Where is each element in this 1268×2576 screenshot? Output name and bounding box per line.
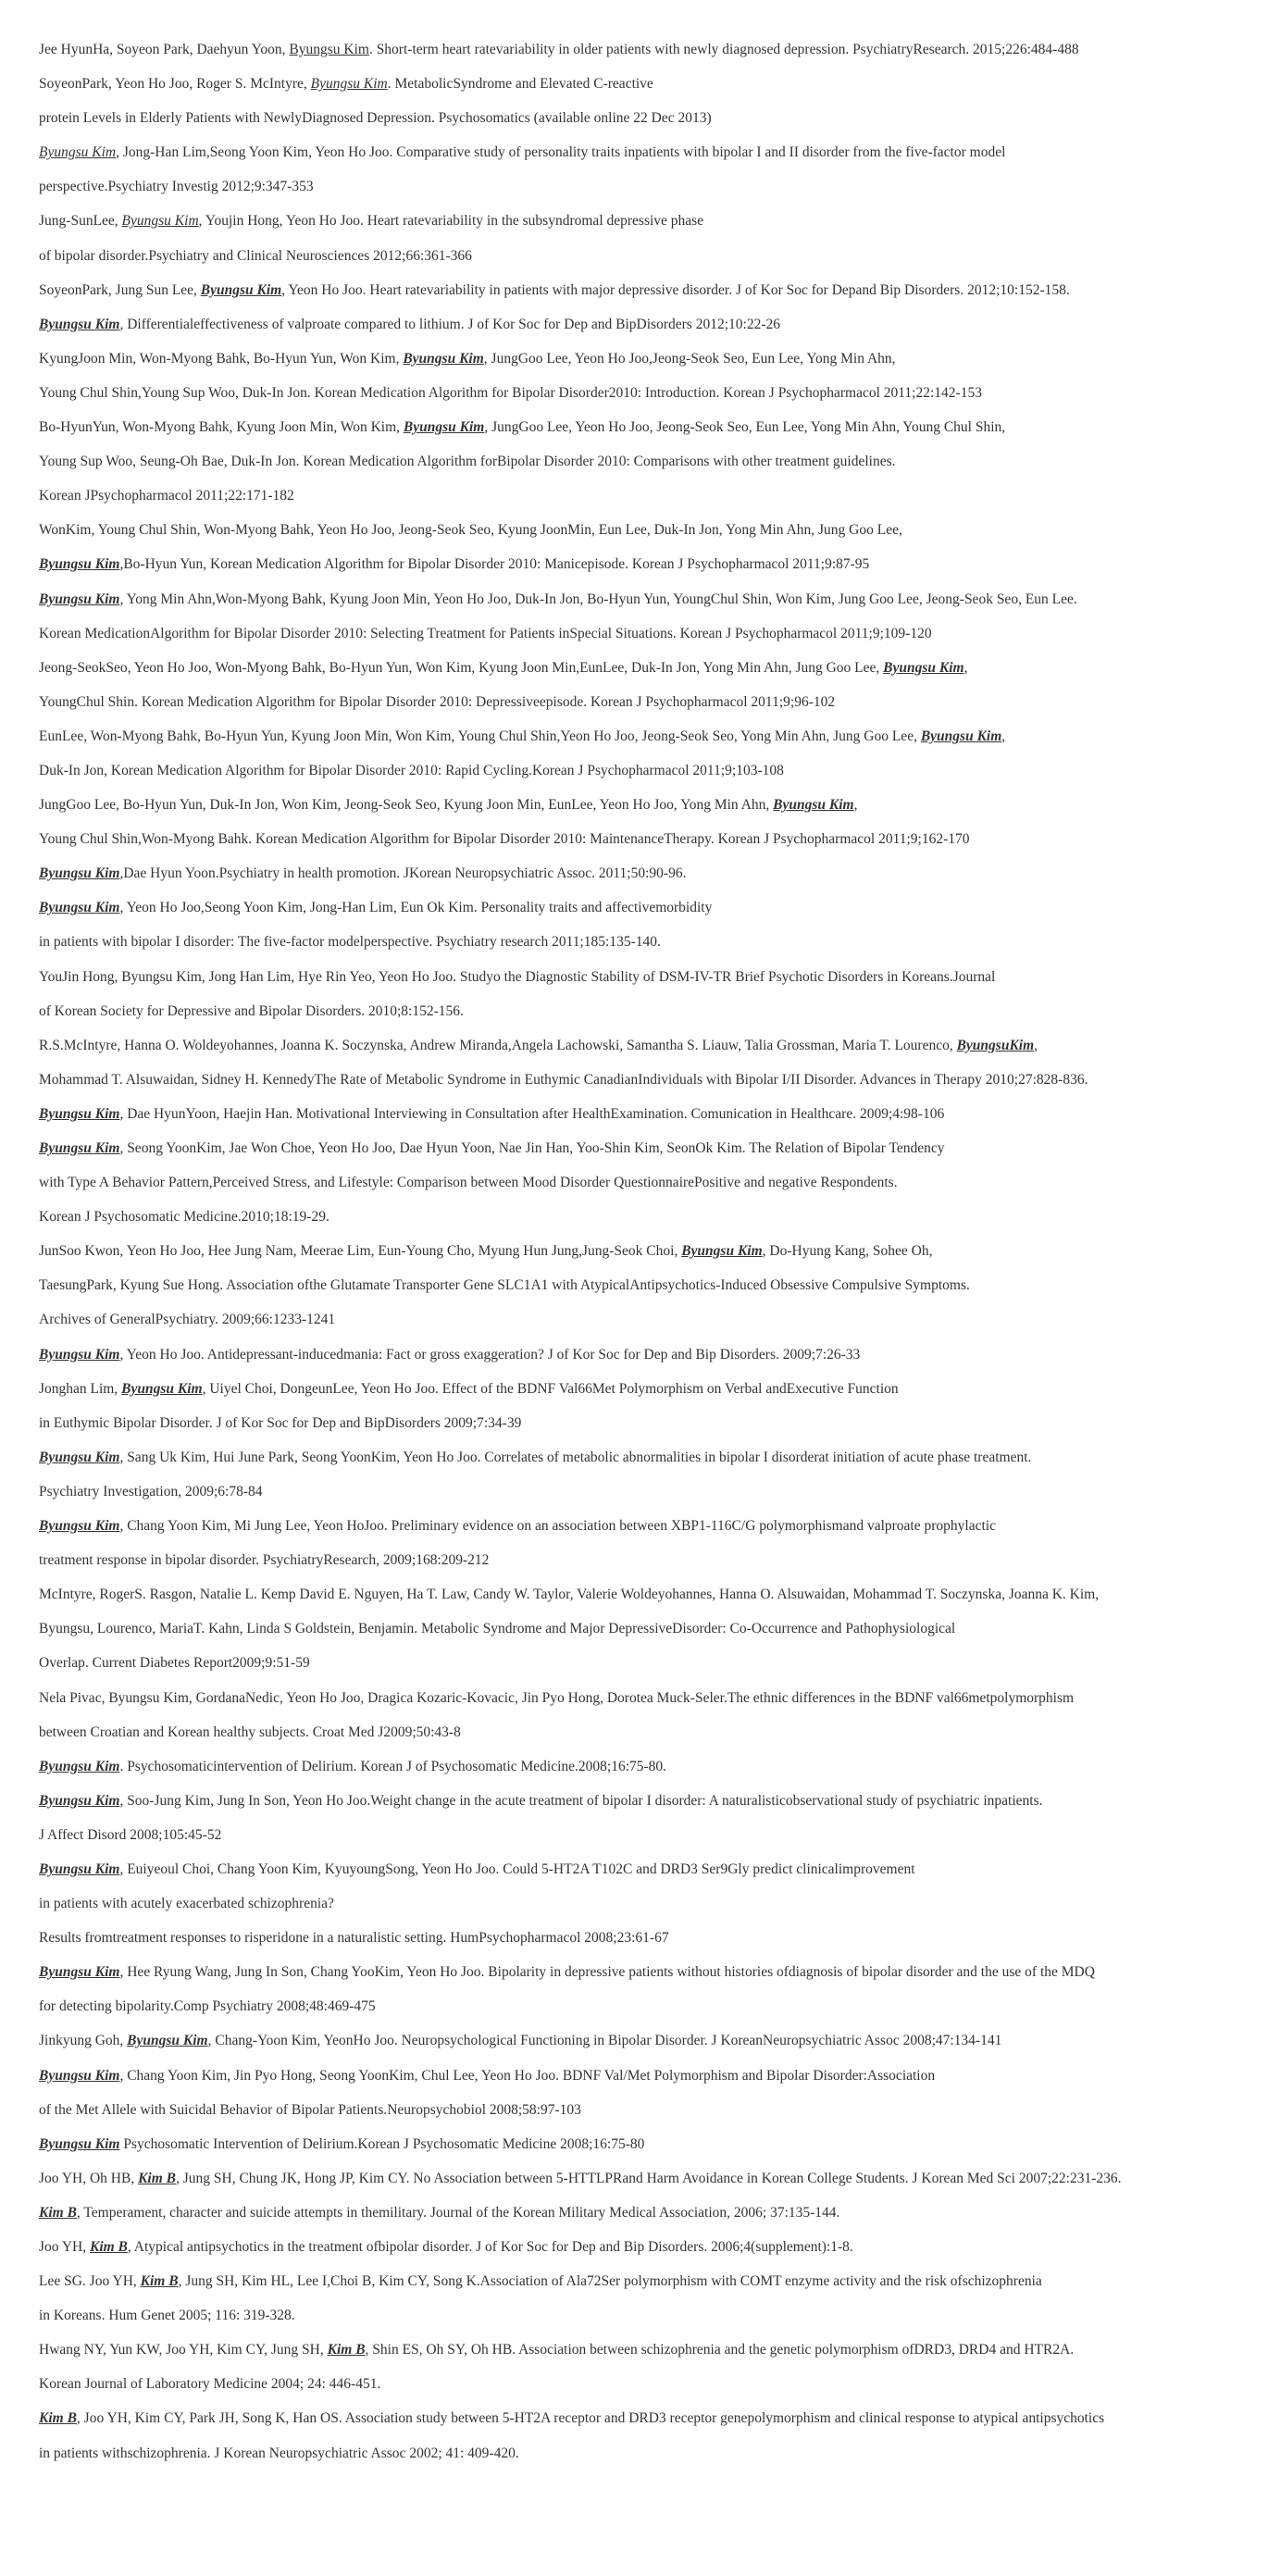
citation-text: , Chang-Yoon Kim, YeonHo Joo. Neuropsychological Functioning in Bipolar Disorder. J KoreanNeuropsychiatric Assoc 2008;47:134-141 — [207, 2033, 1002, 2049]
publication-line — [39, 1449, 1249, 1483]
publication-line — [39, 1208, 1249, 1242]
citation-text: of the Met Allele with Suicidal Behavior of Bipolar Patients.Neuropsychobiol 2008;58:97-103 — [39, 2101, 581, 2118]
citation-text: Jee HyunHa, Soyeon Park, Daehyun Yoon, — [39, 42, 290, 57]
citation-text: treatment response in bipolar disorder. PsychiatryResearch, 2009;168:209-212 — [39, 1552, 490, 1569]
citation-text: YoungChul Shin. Korean Medication Algorithm for Bipolar Disorder 2010: Depressiveepisode. Korean J Psychopharmacol 2011;9;96-102 — [39, 693, 836, 710]
citation-text: Korean Journal of Laboratory Medicine 2004; 24: 446-451. — [39, 2376, 381, 2393]
publication-line — [39, 968, 1249, 1002]
highlighted-author-name: Byungsu Kim — [920, 728, 1002, 744]
citation-text: ,Dae Hyun Yoon.Psychiatry in health promotion. JKorean Neuropsychiatric Assoc. 2011;50:90-96. — [119, 865, 687, 882]
highlighted-author-name: Byungsu Kim — [681, 1243, 763, 1260]
citation-text: Young Sup Woo, Seung-Oh Bae, Duk-In Jon. Korean Medication Algorithm forBipolar Disorder 2010: Comparisons with other treatment guidelines. — [39, 454, 896, 470]
citation-text: McIntyre, RogerS. Rasgon, Natalie L. Kemp David E. Nguyen, Ha T. Law, Candy W. Taylor, Valerie Woldeyohannes, Hanna O. Alsuwaidan, Mohammad T. Soczynska, Joanna K. Kim, — [39, 1587, 1100, 1603]
publication-line — [39, 1174, 1249, 1208]
highlighted-author-name: Byungsu Kim — [39, 900, 120, 916]
citation-text: , Yeon Ho Joo,Seong Yoon Kim, Jong-Han Lim, Eun Ok Kim. Personality traits and affectivemorbidity — [119, 900, 713, 916]
publication-line — [39, 212, 1249, 246]
publication-line — [39, 693, 1249, 728]
citation-text: JungGoo Lee, Bo-Hyun Yun, Duk-In Jon, Won Kim, Jeong-Seok Seo, Kyung Joon Min, EunLee, Yeon Ho Joo, Yong Min Ahn, — [39, 797, 774, 814]
publication-line — [39, 2341, 1249, 2375]
publication-line — [39, 1071, 1249, 1105]
citation-text: , Yong Min Ahn,Won-Myong Bahk, Kyung Joon Min, Yeon Ho Joo, Duk-In Jon, Bo-Hyun Yun, YoungChul Shin, Won Kim, Jung Goo Lee, Jeong-Seok Seo, Eun Lee. — [119, 591, 1077, 607]
highlighted-author-name: Byungsu Kim — [310, 76, 388, 93]
citation-text: with Type A Behavior Pattern,Perceived Stress, and Lifestyle: Comparison between Mood Disorder QuestionnairePositive and negative Respondents. — [39, 1175, 898, 1191]
citation-text: Nela Pivac, Byungsu Kim, GordanaNedic, Yeon Ho Joo, Dragica Kozaric-Kovacic, Jin Pyo Hong, Dorotea Muck-Seler.The ethnic differences in the BDNF val66metpolymorphism — [39, 1689, 1075, 1706]
publication-line — [39, 178, 1249, 212]
publication-line — [39, 41, 1249, 75]
publication-line — [39, 1242, 1249, 1276]
citation-text: Jeong-SeokSeo, Yeon Ho Joo, Won-Myong Bahk, Bo-Hyun Yun, Won Kim, Kyung Joon Min,EunLee, Duk-In Jon, Yong Min Ahn, Jung Goo Lee, — [39, 659, 884, 676]
citation-text: SoyeonPark, Yeon Ho Joo, Roger S. McIntyre, — [39, 76, 311, 93]
publication-line — [39, 2135, 1249, 2170]
publication-line — [39, 109, 1249, 143]
publication-line — [39, 2067, 1249, 2101]
citation-text: , Jung SH, Kim HL, Lee I,Choi B, Kim CY, Song K.Association of Ala72Ser polymorphism with COMT enzyme activity and the risk ofschizophrenia — [178, 2273, 1042, 2290]
citation-text: WonKim, Young Chul Shin, Won-Myong Bahk, Yeon Ho Joo, Jeong-Seok Seo, Kyung JoonMin, Eun Lee, Duk-In Jon, Yong Min Ahn, Jung Goo Lee, — [39, 522, 902, 539]
publication-line — [39, 830, 1249, 865]
publication-line — [39, 899, 1249, 933]
highlighted-author-name: Byungsu Kim — [39, 1758, 120, 1774]
highlighted-author-name: Byungsu Kim — [121, 213, 199, 230]
citation-text: in Euthymic Bipolar Disorder. J of Kor Soc for Dep and BipDisorders 2009;7:34-39 — [39, 1414, 522, 1431]
citation-text: , JungGoo Lee, Yeon Ho Joo, Jeong-Seok Seo, Eun Lee, Yong Min Ahn, Young Chul Shin, — [484, 419, 1006, 436]
publication-line — [39, 1826, 1249, 1860]
publication-line — [39, 2375, 1249, 2409]
publication-line — [39, 2445, 1249, 2479]
highlighted-author-name: Kim B — [327, 2342, 366, 2358]
citation-text: KyungJoon Min, Won-Myong Bahk, Bo-Hyun Yun, Won Kim, — [39, 350, 404, 367]
publication-line — [39, 2238, 1249, 2272]
publication-line — [39, 2170, 1249, 2204]
highlighted-author-name: Byungsu Kim — [289, 42, 369, 57]
citation-text: , Euiyeoul Choi, Chang Yoon Kim, KyuyoungSong, Yeon Ho Joo. Could 5-HT2A T102C and DRD3 Ser9Gly predict clinicalimprovement — [119, 1860, 915, 1877]
citation-text: , Dae HyunYoon, Haejin Han. Motivational Interviewing in Consultation after HealthExamination. Comunication in Healthcare. 2009;4:98-106 — [119, 1105, 945, 1122]
highlighted-author-name: Byungsu Kim — [39, 865, 120, 882]
citation-text: Psychiatry Investigation, 2009;6:78-84 — [39, 1483, 263, 1500]
publication-line — [39, 2307, 1249, 2341]
citation-text: , — [1034, 1037, 1038, 1053]
highlighted-author-name: Byungsu Kim — [773, 797, 854, 814]
publication-line — [39, 453, 1249, 487]
publication-line — [39, 1929, 1249, 1963]
publication-line — [39, 1414, 1249, 1449]
highlighted-author-name: Byungsu Kim — [39, 1964, 120, 1981]
highlighted-author-name: Byungsu Kim — [39, 1449, 120, 1465]
citation-text: , Shin ES, Oh SY, Oh HB. Association between schizophrenia and the genetic polymorphism ofDRD3, DRD4 and HTR2A. — [365, 2342, 1075, 2358]
citation-text: , Soo-Jung Kim, Jung In Son, Yeon Ho Joo.Weight change in the acute treatment of bipolar I disorder: A naturalisticobservational study of psychiatric inpatients. — [119, 1792, 1043, 1809]
highlighted-author-name: Byungsu Kim — [39, 556, 120, 573]
publication-line — [39, 75, 1249, 109]
citation-text: Joo YH, Oh HB, — [39, 2170, 139, 2186]
highlighted-author-name: Kim B — [138, 2170, 176, 2186]
citation-text: for detecting bipolarity.Comp Psychiatry 2008;48:469-475 — [39, 1998, 376, 2015]
publication-line — [39, 865, 1249, 899]
citation-text: , Yeon Ho Joo. Heart ratevariability in patients with major depressive disorder. J of Kor Soc for Depand Bip Disorders. 2012;10:152-158. — [281, 281, 1070, 298]
highlighted-author-name: Byungsu Kim — [39, 1140, 120, 1156]
citation-text: J Affect Disord 2008;105:45-52 — [39, 1826, 222, 1843]
citation-text: , Jong-Han Lim,Seong Yoon Kim, Yeon Ho Joo. Comparative study of personality traits inpatients with bipolar I and II disorder from the five-factor model — [116, 144, 1006, 161]
publication-line — [39, 1483, 1249, 1517]
citation-text: Jung-SunLee, — [39, 213, 122, 230]
highlighted-author-name: Byungsu Kim — [39, 1792, 120, 1809]
publication-line — [39, 1276, 1249, 1311]
publication-line — [39, 1311, 1249, 1345]
citation-text: Duk-In Jon, Korean Medication Algorithm for Bipolar Disorder 2010: Rapid Cycling.Korean J Psychopharmacol 2011;9;103-108 — [39, 762, 784, 778]
citation-text: Mohammad T. Alsuwaidan, Sidney H. KennedyThe Rate of Metabolic Syndrome in Euthymic CanadianIndividuals with Bipolar I/II Disorder. Advances in Therapy 2010;27:828-836. — [39, 1071, 1088, 1088]
citation-text: Bo-HyunYun, Won-Myong Bahk, Kyung Joon Min, Won Kim, — [39, 419, 404, 436]
citation-text: , — [963, 659, 968, 676]
citation-text: Archives of GeneralPsychiatry. 2009;66:1233-1241 — [39, 1312, 336, 1328]
publication-line — [39, 933, 1249, 967]
highlighted-author-name: Byungsu Kim — [39, 1346, 120, 1363]
highlighted-author-name: Byungsu Kim — [121, 1380, 203, 1397]
publication-line — [39, 1860, 1249, 1895]
citation-text: ,Bo-Hyun Yun, Korean Medication Algorithm for Bipolar Disorder 2010: Manicepisode. Korean J Psychopharmacol 2011;9:87-95 — [119, 556, 870, 573]
citation-text: , Atypical antipsychotics in the treatment ofbipolar disorder. J of Kor Soc for Dep and Bip Disorders. 2006;4(supplement):1-8. — [127, 2239, 853, 2255]
highlighted-author-name: Kim B — [89, 2239, 128, 2255]
publication-line — [39, 2032, 1249, 2066]
highlighted-author-name: Byungsu Kim — [39, 1860, 120, 1877]
citation-text: , Youjin Hong, Yeon Ho Joo. Heart ratevariability in the subsyndromal depressive phase — [198, 213, 704, 230]
publication-line — [39, 1895, 1249, 1929]
highlighted-author-name: Kim B — [39, 2410, 77, 2427]
citation-text: of Korean Society for Depressive and Bipolar Disorders. 2010;8:152-156. — [39, 1002, 464, 1019]
publication-line — [39, 1105, 1249, 1139]
publication-line — [39, 796, 1249, 830]
publication-line — [39, 1792, 1249, 1826]
publication-line — [39, 1689, 1249, 1724]
publication-line — [39, 418, 1249, 453]
citation-text: Lee SG. Joo YH, — [39, 2273, 141, 2290]
highlighted-author-name: Byungsu Kim — [39, 1105, 120, 1122]
citation-text: , JungGoo Lee, Yeon Ho Joo,Jeong-Seok Seo, Eun Lee, Yong Min Ahn, — [483, 350, 896, 367]
citation-text: , Jung SH, Chung JK, Hong JP, Kim CY. No Association between 5-HTTLPRand Harm Avoidance in Korean College Students. J Korean Med Sci 2007;22:231-236. — [176, 2170, 1122, 2186]
citation-text: Jonghan Lim, — [39, 1380, 122, 1397]
citation-text: , Seong YoonKim, Jae Won Choe, Yeon Ho Joo, Dae Hyun Yoon, Nae Jin Han, Yoo-Shin Kim, SeonOk Kim. The Relation of Bipolar Tendency — [119, 1140, 945, 1156]
citation-text: , Chang Yoon Kim, Jin Pyo Hong, Seong YoonKim, Chul Lee, Yeon Ho Joo. BDNF Val/Met Polymorphism and Bipolar Disorder:Association — [119, 2067, 936, 2084]
citation-text: in Koreans. Hum Genet 2005; 116: 319-328. — [39, 2308, 295, 2324]
publication-line — [39, 555, 1249, 590]
publication-line — [39, 2272, 1249, 2307]
citation-text: Results fromtreatment responses to risperidone in a naturalistic setting. HumPsychopharmacol 2008;23:61-67 — [39, 1930, 669, 1947]
citation-text: , Temperament, character and suicide attempts in themilitary. Journal of the Korean Military Medical Association, 2006; 37:135-144. — [76, 2204, 840, 2221]
publication-line — [39, 1963, 1249, 1997]
publication-line — [39, 1724, 1249, 1758]
highlighted-author-name: Kim B — [39, 2204, 77, 2221]
publication-line — [39, 1758, 1249, 1792]
publication-line — [39, 521, 1249, 555]
highlighted-author-name: Byungsu Kim — [39, 2067, 120, 2084]
highlighted-author-name: Byungsu Kim — [39, 2135, 120, 2152]
publication-line — [39, 1586, 1249, 1620]
citation-text: Overlap. Current Diabetes Report2009;9:51-59 — [39, 1655, 310, 1672]
citation-text: R.S.McIntyre, Hanna O. Woldeyohannes, Joanna K. Soczynska, Andrew Miranda,Angela Lachowski, Samantha S. Liauw, Talia Grossman, Maria T. Lourenco, — [39, 1037, 957, 1053]
highlighted-author-name: Byungsu Kim — [403, 419, 485, 436]
highlighted-author-name: Byungsu Kim — [39, 144, 117, 161]
citation-text: , Sang Uk Kim, Hui June Park, Seong YoonKim, Yeon Ho Joo. Correlates of metabolic abnormalities in bipolar I disorderat initiation of acute phase treatment. — [119, 1449, 1032, 1465]
citation-text: TaesungPark, Kyung Sue Hong. Association ofthe Glutamate Transporter Gene SLC1A1 with AtypicalAntipsychotics-Induced Obsessive Compulsive Symptoms. — [39, 1277, 970, 1294]
publication-line — [39, 1346, 1249, 1380]
publication-line — [39, 1551, 1249, 1586]
publication-line — [39, 2101, 1249, 2135]
citation-text: EunLee, Won-Myong Bahk, Bo-Hyun Yun, Kyung Joon Min, Won Kim, Young Chul Shin,Yeon Ho Joo, Jeong-Seok Seo, Yong Min Ahn, Jung Goo Lee, — [39, 728, 921, 744]
publication-line — [39, 1139, 1249, 1174]
publication-line — [39, 281, 1249, 316]
citation-text: YouJin Hong, Byungsu Kim, Jong Han Lim, Hye Rin Yeo, Yeon Ho Joo. Studyo the Diagnostic Stability of DSM-IV-TR Brief Psychotic Disorders in Koreans.Journal — [39, 968, 996, 985]
citation-text: JunSoo Kwon, Yeon Ho Joo, Hee Jung Nam, Meerae Lim, Eun-Young Cho, Myung Hun Jung,Jung-Seok Choi, — [39, 1243, 682, 1260]
publication-line — [39, 762, 1249, 796]
publication-line — [39, 1620, 1249, 1654]
highlighted-author-name: Byungsu Kim — [39, 1518, 120, 1535]
citation-text: . Short-term heart ratevariability in older patients with newly diagnosed depression. PsychiatryResearch. 2015;226:484-488 — [368, 42, 1079, 57]
citation-text: in patients with bipolar I disorder: The five-factor modelperspective. Psychiatry research 2011;185:135-140. — [39, 934, 661, 951]
citation-text: , Joo YH, Kim CY, Park JH, Song K, Han OS. Association study between 5-HT2A receptor and DRD3 receptor genepolymorphism and clinical response to atypical antipsychotics — [76, 2410, 1105, 2427]
publication-line — [39, 591, 1249, 625]
highlighted-author-name: Byungsu Kim — [127, 2033, 208, 2049]
citation-text: . Psychosomaticintervention of Delirium. Korean J of Psychosomatic Medicine.2008;16:75-80. — [119, 1758, 667, 1774]
highlighted-author-name: Byungsu Kim — [39, 591, 120, 607]
publication-line — [39, 1002, 1249, 1037]
citation-text: in patients withschizophrenia. J Korean Neuropsychiatric Assoc 2002; 41: 409-420. — [39, 2445, 519, 2461]
citation-text: , Yeon Ho Joo. Antidepressant-inducedmania: Fact or gross exaggeration? J of Kor Soc for Dep and Bip Disorders. 2009;7:26-33 — [119, 1346, 861, 1363]
citation-text: Young Chul Shin,Young Sup Woo, Duk-In Jon. Korean Medication Algorithm for Bipolar Disorder2010: Introduction. Korean J Psychopharmacol 2011;22:142-153 — [39, 384, 982, 401]
citation-text: SoyeonPark, Jung Sun Lee, — [39, 281, 201, 298]
citation-text: perspective.Psychiatry Investig 2012;9:347-353 — [39, 179, 314, 195]
citation-text: , Uiyel Choi, DongeunLee, Yeon Ho Joo. Effect of the BDNF Val66Met Polymorphism on Verbal andExecutive Function — [202, 1380, 899, 1397]
citation-text: Korean MedicationAlgorithm for Bipolar Disorder 2010: Selecting Treatment for Patients inSpecial Situations. Korean J Psychopharmacol 2011;9;109-120 — [39, 625, 932, 641]
publication-line — [39, 487, 1249, 521]
publication-line — [39, 1037, 1249, 1071]
citation-text: , Do-Hyung Kang, Sohee Oh, — [762, 1243, 933, 1260]
citation-text: Young Chul Shin,Won-Myong Bahk. Korean Medication Algorithm for Bipolar Disorder 2010: MaintenanceTherapy. Korean J Psychopharmacol 2011;9;162-170 — [39, 831, 970, 848]
citation-text: , Hee Ryung Wang, Jung In Son, Chang YooKim, Yeon Ho Joo. Bipolarity in depressive patients without histories ofdiagnosis of bipolar disorder and the use of the MDQ — [119, 1964, 1095, 1981]
citation-text: Jinkyung Goh, — [39, 2033, 128, 2049]
publication-line — [39, 350, 1249, 384]
citation-text: , Differentialeffectiveness of valproate compared to lithium. J of Kor Soc for Dep and BipDisorders 2012;10:22-26 — [119, 316, 780, 332]
highlighted-author-name: Byungsu Kim — [39, 316, 120, 332]
publication-line — [39, 1997, 1249, 2032]
highlighted-author-name: ByungsuKim — [956, 1037, 1035, 1053]
citation-text: protein Levels in Elderly Patients with NewlyDiagnosed Depression. Psychosomatics (available online 22 Dec 2013) — [39, 110, 712, 127]
publication-line — [39, 625, 1249, 659]
publication-line — [39, 1517, 1249, 1551]
citation-text: Korean JPsychopharmacol 2011;22:171-182 — [39, 488, 294, 504]
publication-line — [39, 247, 1249, 281]
citation-text: of bipolar disorder.Psychiatry and Clinical Neurosciences 2012;66:361-366 — [39, 247, 472, 264]
highlighted-author-name: Byungsu Kim — [403, 350, 484, 367]
citation-text: between Croatian and Korean healthy subjects. Croat Med J2009;50:43-8 — [39, 1724, 461, 1740]
highlighted-author-name: Byungsu Kim — [200, 281, 282, 298]
publication-line — [39, 2409, 1249, 2444]
citation-text: Byungsu, Lourenco, MariaT. Kahn, Linda S Goldstein, Benjamin. Metabolic Syndrome and Major DepressiveDisorder: Co-Occurrence and Pathophysiological — [39, 1621, 956, 1637]
citation-text: . MetabolicSyndrome and Elevated C-reactive — [387, 76, 653, 93]
citation-text: , — [853, 797, 858, 814]
citation-text: Korean J Psychosomatic Medicine.2010;18:19-29. — [39, 1209, 329, 1226]
citation-text: Joo YH, — [39, 2239, 90, 2255]
highlighted-author-name: Byungsu Kim — [883, 659, 964, 676]
publication-line — [39, 316, 1249, 350]
publication-line — [39, 728, 1249, 762]
citation-text: Hwang NY, Yun KW, Joo YH, Kim CY, Jung SH, — [39, 2342, 328, 2358]
citation-text: , — [1001, 728, 1006, 744]
publication-line — [39, 659, 1249, 693]
publication-line — [39, 2204, 1249, 2238]
publication-line — [39, 1380, 1249, 1414]
publication-line — [39, 143, 1249, 178]
citation-text: , Chang Yoon Kim, Mi Jung Lee, Yeon HoJoo. Preliminary evidence on an association between XBP1-116C/G polymorphismand valproate prophylactic — [119, 1518, 996, 1535]
citation-text: in patients with acutely exacerbated schizophrenia? — [39, 1896, 334, 1912]
citation-text: Psychosomatic Intervention of Delirium.Korean J Psychosomatic Medicine 2008;16:75-80 — [119, 2135, 645, 2152]
publication-line — [39, 384, 1249, 418]
publication-line — [39, 1654, 1249, 1688]
highlighted-author-name: Kim B — [140, 2273, 179, 2290]
